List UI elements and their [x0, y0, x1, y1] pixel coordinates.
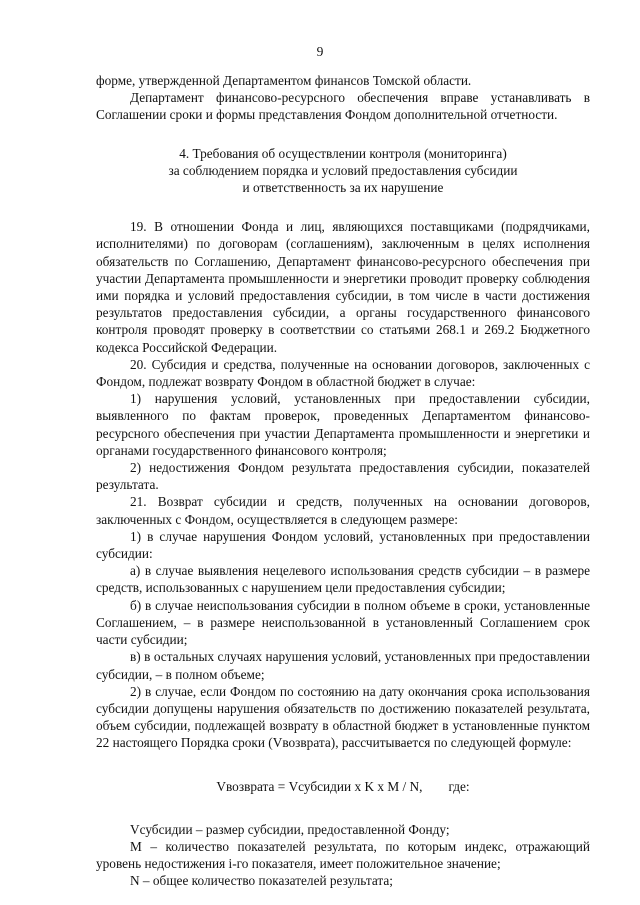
intro-line-1: форме, утвержденной Департаментом финансов Томской области.	[96, 73, 472, 88]
paragraph-21: 21. Возврат субсидии и средств, полученных на основании договоров, заключенных с Фондом, осуществляется в следующем размере:	[96, 494, 590, 527]
section-heading-line-2: за соблюдением порядка и условий предоставления субсидии	[168, 162, 518, 178]
definition-v-subsidy: Vсубсидии – размер субсидии, предоставленной Фонду;	[130, 821, 450, 837]
paragraph-21-item-1a: а) в случае выявления нецелевого использования средств субсидии – в размере средств, использованных с нарушением цели предоставления субсидии;	[96, 563, 590, 596]
paragraph-20: 20. Субсидия и средства, полученные на основании договоров, заключенных с Фондом, подлежат возврату Фондом в областной бюджет в случае:	[96, 356, 590, 390]
paragraph-20-item-2: 2) недостижения Фондом результата предоставления субсидии, показателей результата.	[96, 460, 590, 493]
section-heading-line-1: 4. Требования об осуществлении контроля (мониторинга)	[179, 145, 507, 161]
intro-line-2: Департамент финансово-ресурсного обеспечения вправе устанавливать в Соглашении сроки и формы представления Фондом дополнительной отчетности.	[96, 90, 590, 123]
paragraph-21-item-1c: в) в остальных случаях нарушения условий, установленных при предоставлении субсидии, – в полном объеме;	[96, 649, 590, 682]
formula-suffix: где:	[448, 778, 470, 794]
paragraph-20-item-1: 1) нарушения условий, установленных при предоставлении субсидии, выявленного по фактам проверок, проведенных Департаментом финансово-ресурсного обеспечения при участии Департамента промышленности и энергетики и органами государственного финансового контроля;	[96, 391, 590, 458]
document-body	[96, 72, 590, 889]
paragraph-19: 19. В отношении Фонда и лиц, являющихся поставщиками (подрядчиками, исполнителями) по договорам (соглашениям), заключенным в целях исполнения обязательств по Соглашению, Департамент финансово-ресурсного обеспечения при участии Департамента промышленности и энергетики проводит проверку соблюдения ими порядка и условий предоставления субсидии, в том числе в части достижения результатов предоставления субсидии, а органы государственного финансового контроля проводят проверку в соответствии со статьями 268.1 и 269.2 Бюджетного кодекса Российской Федерации.	[96, 219, 590, 355]
paragraph-21-item-1b: б) в случае неиспользования субсидии в полном объеме в сроки, установленные Соглашением, – в размере неиспользованной в установленный Соглашением срок части субсидии;	[96, 597, 590, 648]
definition-m: M – количество показателей результата, по которым индекс, отражающий уровень недостижения i-го показателя, имеет положительное значение;	[96, 838, 590, 871]
formula-expression: Vвозврата = Vсубсидии x K x M / N,	[216, 778, 423, 794]
definition-n: N – общее количество показателей результата;	[130, 873, 393, 889]
page-number: 9	[316, 44, 324, 59]
section-heading	[96, 145, 590, 197]
paragraph-21-item-1: 1) в случае нарушения Фондом условий, установленных при предоставлении субсидии:	[96, 528, 590, 562]
paragraph-21-item-2: 2) в случае, если Фондом по состоянию на дату окончания срока использования субсидии допущены нарушения обязательств по достижению показателей результата, объем субсидии, подлежащей возврату в областной бюджет в установленные пунктом 22 настоящего Порядка сроки (Vвозврата), рассчитывается по следующей формуле:	[96, 683, 590, 751]
section-heading-line-3: и ответственность за их нарушение	[242, 180, 444, 196]
formula	[96, 778, 590, 795]
